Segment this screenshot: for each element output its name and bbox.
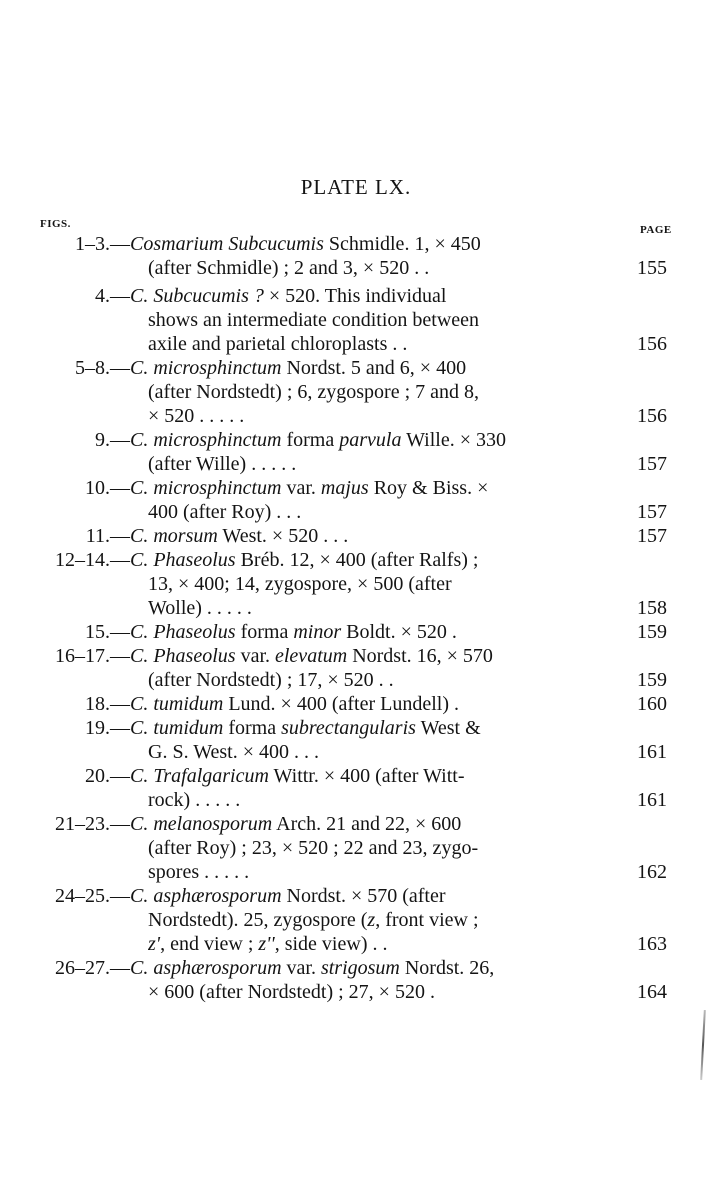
taxon-name-italic: C. Phaseolus bbox=[130, 549, 236, 571]
figure-number: 18.— bbox=[85, 693, 130, 715]
taxon-name-italic: subrectangularis bbox=[281, 717, 416, 739]
entry-continuation-line bbox=[0, 932, 712, 956]
figure-number: 26–27.— bbox=[55, 957, 130, 979]
entry-text-segment: × 520 . . . . . bbox=[148, 405, 245, 427]
taxon-name-italic: C. microsphinctum bbox=[130, 429, 282, 451]
entry-text bbox=[148, 836, 620, 860]
page-number: 157 bbox=[637, 453, 667, 475]
taxon-name-italic: z'' bbox=[258, 933, 275, 955]
entry-line bbox=[0, 644, 712, 668]
entry-line bbox=[0, 476, 712, 500]
entry-line bbox=[0, 524, 712, 548]
taxon-name-italic: z' bbox=[148, 933, 161, 955]
entry-text-segment: × 520. This individual bbox=[263, 285, 447, 307]
entry-text-segment: Nordst. 5 and 6, × 400 bbox=[281, 357, 467, 379]
page-number: 157 bbox=[637, 501, 667, 523]
page-number: 164 bbox=[637, 981, 667, 1003]
entry-text bbox=[148, 908, 620, 932]
figure-number: 19.— bbox=[85, 717, 130, 739]
entry-continuation-line bbox=[0, 788, 712, 812]
entry-text-segment: G. S. West. × 400 . . . bbox=[148, 741, 319, 763]
entry-text-segment: Nordst. × 570 (after bbox=[281, 885, 446, 907]
page-number: 156 bbox=[637, 405, 667, 427]
taxon-name-italic: parvula bbox=[339, 429, 402, 451]
taxon-name-italic: C. Trafalgaricum bbox=[130, 765, 269, 787]
entry-text-segment: forma bbox=[281, 429, 340, 451]
entry-text bbox=[130, 356, 620, 380]
entry-text-segment: Nordst. 26, bbox=[399, 957, 495, 979]
figs-column-header: FIGS. bbox=[40, 218, 71, 230]
entry-text bbox=[148, 788, 620, 812]
entry-text bbox=[148, 932, 620, 956]
entry-text bbox=[148, 740, 620, 764]
entry-text-segment: Bréb. 12, × 400 (after Ralfs) ; bbox=[235, 549, 479, 571]
entry-text bbox=[130, 692, 620, 716]
entry-continuation-line bbox=[0, 740, 712, 764]
entry-text bbox=[130, 644, 620, 668]
page-number: 163 bbox=[637, 933, 667, 955]
page-number: 155 bbox=[637, 257, 667, 279]
entry-text-segment: forma bbox=[223, 717, 282, 739]
entry-text-segment: Nordstedt). 25, zygospore ( bbox=[148, 909, 368, 931]
figure-number: 10.— bbox=[85, 477, 130, 499]
entry-text bbox=[130, 476, 620, 500]
page-column-header: PAGE bbox=[640, 224, 672, 236]
entry-continuation-line bbox=[0, 452, 712, 476]
entry-line bbox=[0, 232, 712, 256]
page-number: 160 bbox=[637, 693, 667, 715]
entry-continuation-line bbox=[0, 332, 712, 356]
entry-continuation-line bbox=[0, 572, 712, 596]
entry-text-segment: , side view) . . bbox=[274, 933, 388, 955]
entry-continuation-line bbox=[0, 308, 712, 332]
entry-text bbox=[130, 620, 620, 644]
entry-text-segment: Schmidle. 1, × 450 bbox=[323, 233, 481, 255]
entry-line bbox=[0, 884, 712, 908]
taxon-name-italic: C. morsum bbox=[130, 525, 218, 547]
taxon-name-italic: C. Subcucumis ? bbox=[130, 285, 264, 307]
entry-text-segment: × 600 (after Nordstedt) ; 27, × 520 . bbox=[148, 981, 435, 1003]
entry-text bbox=[148, 596, 620, 620]
taxon-name-italic: elevatum bbox=[275, 645, 348, 667]
entry-continuation-line bbox=[0, 836, 712, 860]
entry-text-segment: spores . . . . . bbox=[148, 861, 250, 883]
entry-line bbox=[0, 764, 712, 788]
entry-continuation-line bbox=[0, 380, 712, 404]
entry-text-segment: , end view ; bbox=[160, 933, 259, 955]
entry-text-segment: Arch. 21 and 22, × 600 bbox=[272, 813, 462, 835]
figure-number: 16–17.— bbox=[55, 645, 130, 667]
page-number: 159 bbox=[637, 669, 667, 691]
entry-line bbox=[0, 428, 712, 452]
entry-text-segment: 13, × 400; 14, zygospore, × 500 (after bbox=[148, 573, 452, 595]
figure-number: 12–14.— bbox=[55, 549, 130, 571]
entry-continuation-line bbox=[0, 860, 712, 884]
entry-line bbox=[0, 620, 712, 644]
taxon-name-italic: minor bbox=[293, 621, 342, 643]
entry-text bbox=[148, 500, 620, 524]
scan-mark bbox=[700, 1010, 706, 1080]
entry-text bbox=[148, 980, 620, 1004]
page-number: 159 bbox=[637, 621, 667, 643]
entry-text bbox=[130, 764, 620, 788]
taxon-name-italic: C. tumidum bbox=[130, 693, 224, 715]
taxon-name-italic: C. asphærosporum bbox=[130, 957, 282, 979]
entry-text bbox=[148, 308, 620, 332]
entry-text-segment: shows an intermediate condition between bbox=[148, 309, 480, 331]
entry-continuation-line bbox=[0, 256, 712, 280]
entry-text-segment: (after Nordstedt) ; 17, × 520 . . bbox=[148, 669, 394, 691]
entry-text-segment: rock) . . . . . bbox=[148, 789, 241, 811]
figure-number: 15.— bbox=[85, 621, 130, 643]
entry-continuation-line bbox=[0, 908, 712, 932]
entry-text bbox=[130, 232, 620, 256]
entry-text-segment: (after Wille) . . . . . bbox=[148, 453, 297, 475]
entry-text-segment: (after Roy) ; 23, × 520 ; 22 and 23, zygo- bbox=[148, 837, 479, 859]
entry-text-segment: Wittr. × 400 (after Witt- bbox=[268, 765, 465, 787]
entry-text-segment: West & bbox=[415, 717, 481, 739]
entry-line bbox=[0, 548, 712, 572]
taxon-name-italic: C. Phaseolus bbox=[130, 645, 236, 667]
entry-text bbox=[130, 956, 620, 980]
taxon-name-italic: C. microsphinctum bbox=[130, 477, 282, 499]
figure-number: 20.— bbox=[85, 765, 130, 787]
page-number: 162 bbox=[637, 861, 667, 883]
entry-text bbox=[130, 884, 620, 908]
taxon-name-italic: Cosmarium Subcucumis bbox=[130, 233, 324, 255]
entry-continuation-line bbox=[0, 668, 712, 692]
entry-continuation-line bbox=[0, 404, 712, 428]
entry-text bbox=[148, 380, 620, 404]
entry-line bbox=[0, 716, 712, 740]
entry-text bbox=[130, 524, 620, 548]
entry-text bbox=[130, 284, 620, 308]
entry-line bbox=[0, 284, 712, 308]
entry-text bbox=[148, 668, 620, 692]
page-title: PLATE LX. bbox=[300, 175, 412, 199]
taxon-name-italic: z bbox=[367, 909, 376, 931]
entry-text-segment: Lund. × 400 (after Lundell) . bbox=[223, 693, 459, 715]
taxon-name-italic: C. microsphinctum bbox=[130, 357, 282, 379]
figure-number: 11.— bbox=[85, 525, 130, 547]
entry-text bbox=[130, 812, 620, 836]
entry-text-segment: , front view ; bbox=[375, 909, 479, 931]
entry-text bbox=[130, 548, 620, 572]
figure-number: 1–3.— bbox=[75, 233, 130, 255]
entry-line bbox=[0, 956, 712, 980]
entry-text bbox=[148, 572, 620, 596]
entry-text-segment: (after Nordstedt) ; 6, zygospore ; 7 and 8, bbox=[148, 381, 480, 403]
entry-text bbox=[148, 860, 620, 884]
entry-text-segment: var. bbox=[281, 957, 321, 979]
entry-text-segment: axile and parietal chloroplasts . . bbox=[148, 333, 408, 355]
page-number: 157 bbox=[637, 525, 667, 547]
entry-continuation-line bbox=[0, 980, 712, 1004]
entry-text-segment: forma bbox=[235, 621, 294, 643]
entry-text-segment: Wille. × 330 bbox=[401, 429, 507, 451]
entry-text-segment: Wolle) . . . . . bbox=[148, 597, 252, 619]
entry-text bbox=[148, 256, 620, 280]
figure-number: 21–23.— bbox=[55, 813, 130, 835]
entry-text bbox=[148, 404, 620, 428]
figure-number: 9.— bbox=[95, 429, 130, 451]
entry-continuation-line bbox=[0, 596, 712, 620]
entry-text-segment: var. bbox=[281, 477, 321, 499]
entry-continuation-line bbox=[0, 500, 712, 524]
taxon-name-italic: C. Phaseolus bbox=[130, 621, 236, 643]
entry-line bbox=[0, 812, 712, 836]
figure-number: 24–25.— bbox=[55, 885, 130, 907]
entry-text bbox=[148, 452, 620, 476]
entry-text-segment: var. bbox=[235, 645, 275, 667]
entry-text-segment: West. × 520 . . . bbox=[217, 525, 349, 547]
taxon-name-italic: majus bbox=[320, 477, 369, 499]
entry-text bbox=[130, 716, 620, 740]
entry-text bbox=[148, 332, 620, 356]
taxon-name-italic: C. melanosporum bbox=[130, 813, 273, 835]
page-number: 161 bbox=[637, 789, 667, 811]
figure-number: 4.— bbox=[95, 285, 130, 307]
entry-text bbox=[130, 428, 620, 452]
entry-line bbox=[0, 692, 712, 716]
entry-line bbox=[0, 356, 712, 380]
page-number: 156 bbox=[637, 333, 667, 355]
entry-text-segment: Nordst. 16, × 570 bbox=[347, 645, 493, 667]
page-number: 158 bbox=[637, 597, 667, 619]
page-number: 161 bbox=[637, 741, 667, 763]
taxon-name-italic: C. asphærosporum bbox=[130, 885, 282, 907]
entry-text-segment: Roy & Biss. × bbox=[368, 477, 489, 499]
taxon-name-italic: strigosum bbox=[320, 957, 400, 979]
entry-text-segment: 400 (after Roy) . . . bbox=[148, 501, 302, 523]
figure-number: 5–8.— bbox=[75, 357, 130, 379]
taxon-name-italic: C. tumidum bbox=[130, 717, 224, 739]
entry-text-segment: Boldt. × 520 . bbox=[341, 621, 457, 643]
entry-text-segment: (after Schmidle) ; 2 and 3, × 520 . . bbox=[148, 257, 430, 279]
